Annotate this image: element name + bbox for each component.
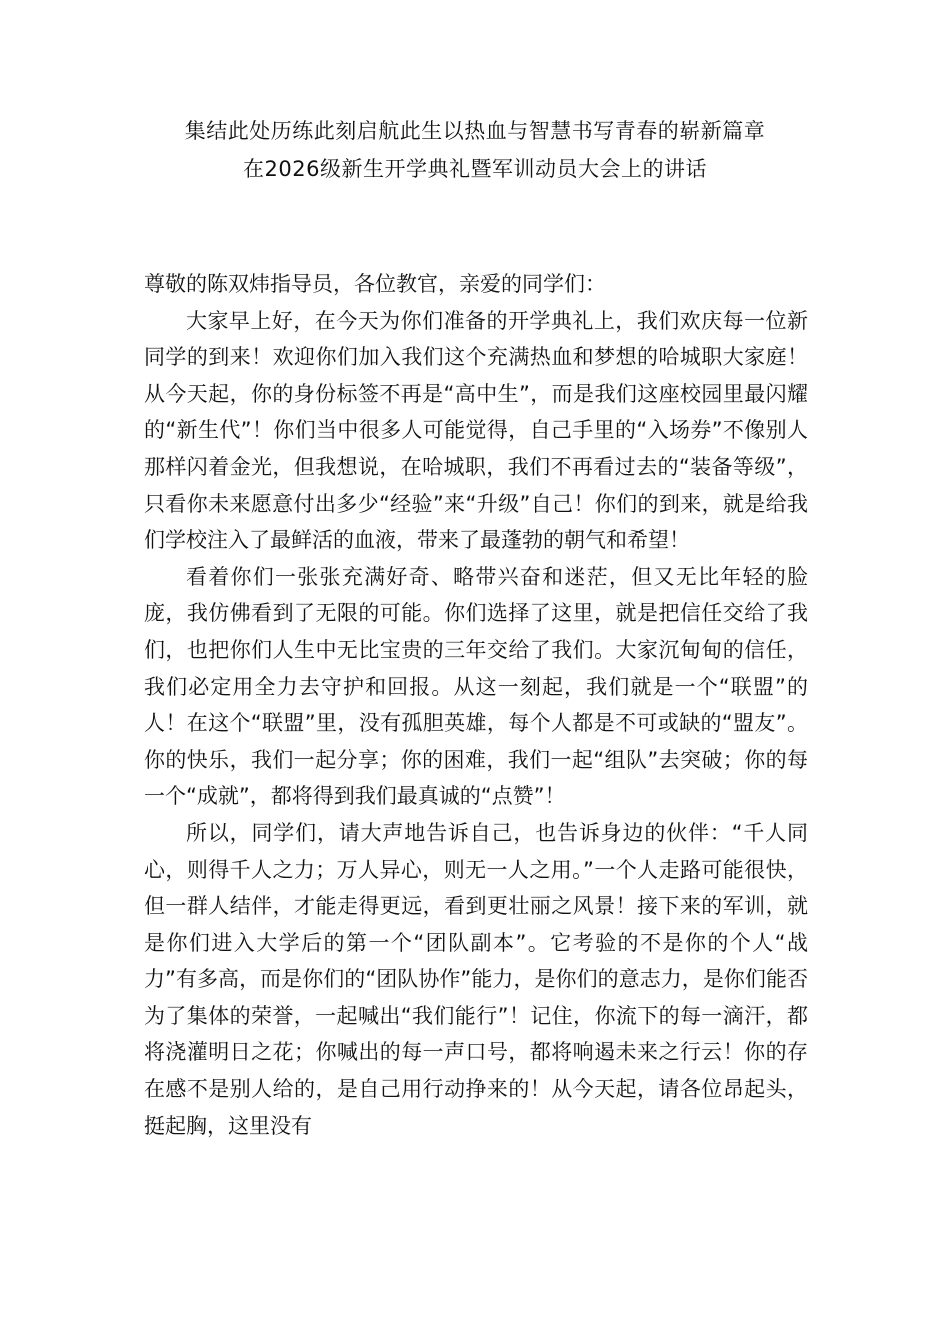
paragraph-2: 看着你们一张张充满好奇、略带兴奋和迷茫，但又无比年轻的脸庞，我仿佛看到了无限的可能。你们选择了这里，就是把信任交给了我们，也把你们人生中无比宝贵的三年交给了我们。大家沉甸甸的信任，我们必定用全力去守护和回报。从这一刻起，我们就是一个“联盟”的人！在这个“联盟”里，没有孤胆英雄，每个人都是不可或缺的“盟友”。你的快乐，我们一起分享；你的困难，我们一起“组队”去突破；你的每一个“成就”，都将得到我们最真诚的“点赞”！: [144, 564, 808, 809]
title-line-2: 在2026级新生开学典礼暨军训动员大会上的讲话: [243, 157, 707, 181]
title-line-1: 集结此处历练此刻启航此生以热血与智慧书写青春的崭新篇章: [184, 119, 766, 143]
paragraph-1: 大家早上好，在今天为你们准备的开学典礼上，我们欢庆每一位新同学的到来！欢迎你们加入我们这个充满热血和梦想的哈城职大家庭！从今天起，你的身份标签不再是“高中生”，而是我们这座校园里最闪耀的“新生代”！你们当中很多人可能觉得，自己手里的“入场券”不像别人那样闪着金光，但我想说，在哈城职，我们不再看过去的“装备等级”，只看你未来愿意付出多少“经验”来“升级”自己！你们的到来，就是给我们学校注入了最鲜活的血液，带来了最蓬勃的朝气和希望！: [144, 308, 808, 553]
salutation: 尊敬的陈双炜指导员，各位教官，亲爱的同学们：: [144, 272, 606, 296]
paragraph-3: 所以，同学们，请大声地告诉自己，也告诉身边的伙伴：“千人同心，则得千人之力；万人异心，则无一人之用。”一个人走路可能很快，但一群人结伴，才能走得更远，看到更壮丽之风景！接下来的军训，就是你们进入大学后的第一个“团队副本”。它考验的不是你的个人“战力”有多高，而是你们的“团队协作”能力，是你们的意志力，是你们能否为了集体的荣誉，一起喊出“我们能行”！记住，你流下的每一滴汗，都将浇灌明日之花；你喊出的每一声口号，都将响遏未来之行云！你的存在感不是别人给的，是自己用行动挣来的！从今天起，请各位昂起头，挺起胸，这里没有: [144, 820, 808, 1138]
document-body: [144, 266, 808, 1144]
document-title: [0, 112, 950, 188]
